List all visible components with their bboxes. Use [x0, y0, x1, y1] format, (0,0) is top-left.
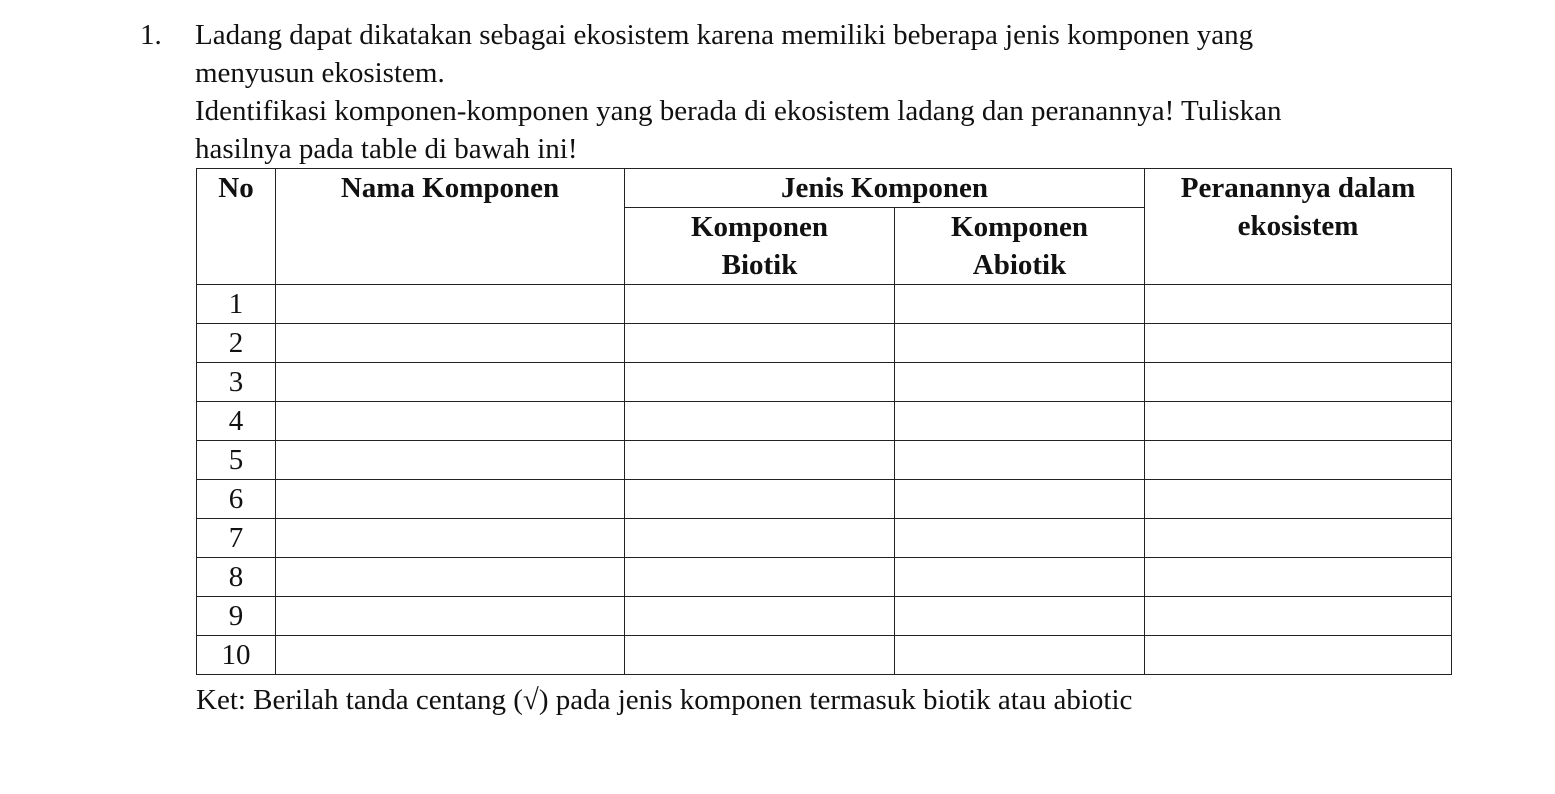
- cell-nama-komponen[interactable]: [276, 363, 625, 402]
- table-row: [197, 558, 1452, 597]
- cell-peranan[interactable]: [1145, 558, 1452, 597]
- cell-no: 2: [197, 324, 276, 363]
- header-abiotik-line2: Abiotik: [972, 249, 1067, 281]
- cell-peranan[interactable]: [1145, 519, 1452, 558]
- cell-biotik[interactable]: [625, 285, 895, 324]
- cell-nama-komponen[interactable]: [276, 285, 625, 324]
- cell-biotik[interactable]: [625, 519, 895, 558]
- cell-peranan[interactable]: [1145, 636, 1452, 675]
- cell-abiotik[interactable]: [895, 519, 1145, 558]
- cell-no: 5: [197, 441, 276, 480]
- cell-biotik[interactable]: [625, 324, 895, 363]
- cell-peranan[interactable]: [1145, 402, 1452, 441]
- answer-table: [196, 168, 1452, 675]
- cell-peranan[interactable]: [1145, 324, 1452, 363]
- cell-abiotik[interactable]: [895, 441, 1145, 480]
- cell-abiotik[interactable]: [895, 558, 1145, 597]
- table-row: [197, 636, 1452, 675]
- cell-abiotik[interactable]: [895, 480, 1145, 519]
- cell-no: 4: [197, 402, 276, 441]
- cell-peranan[interactable]: [1145, 363, 1452, 402]
- cell-biotik[interactable]: [625, 636, 895, 675]
- cell-no: 6: [197, 480, 276, 519]
- table-row: [197, 441, 1452, 480]
- header-jenis-komponen: Jenis Komponen: [625, 169, 1145, 208]
- table-row: [197, 519, 1452, 558]
- cell-peranan[interactable]: [1145, 285, 1452, 324]
- header-peranan-line1: Peranannya dalam: [1180, 172, 1416, 204]
- cell-abiotik[interactable]: [895, 402, 1145, 441]
- cell-no: 8: [197, 558, 276, 597]
- cell-biotik[interactable]: [625, 480, 895, 519]
- cell-nama-komponen[interactable]: [276, 402, 625, 441]
- question-line: Identifikasi komponen-komponen yang berada di ekosistem ladang dan peranannya! Tuliskan: [195, 95, 1282, 127]
- cell-no: 9: [197, 597, 276, 636]
- cell-peranan[interactable]: [1145, 597, 1452, 636]
- cell-nama-komponen[interactable]: [276, 636, 625, 675]
- table-row: [197, 597, 1452, 636]
- table-row: [197, 324, 1452, 363]
- table-row: [197, 285, 1452, 324]
- cell-abiotik[interactable]: [895, 597, 1145, 636]
- cell-nama-komponen[interactable]: [276, 597, 625, 636]
- cell-abiotik[interactable]: [895, 324, 1145, 363]
- cell-nama-komponen[interactable]: [276, 558, 625, 597]
- header-no: No: [197, 169, 276, 285]
- table-row: [197, 402, 1452, 441]
- cell-biotik[interactable]: [625, 597, 895, 636]
- header-peranan-line2: ekosistem: [1237, 210, 1359, 242]
- cell-peranan[interactable]: [1145, 480, 1452, 519]
- question-line: hasilnya pada table di bawah ini!: [195, 133, 578, 165]
- header-biotik-line1: Komponen: [691, 211, 828, 243]
- header-komponen-biotik: [625, 208, 895, 285]
- table-row: [197, 363, 1452, 402]
- question-text: [195, 16, 1495, 168]
- cell-nama-komponen[interactable]: [276, 519, 625, 558]
- table-row: [197, 480, 1452, 519]
- note-text: Ket: Berilah tanda centang (√) pada jenis komponen termasuk biotik atau abiotic: [196, 684, 1133, 716]
- cell-nama-komponen[interactable]: [276, 324, 625, 363]
- cell-biotik[interactable]: [625, 363, 895, 402]
- cell-abiotik[interactable]: [895, 636, 1145, 675]
- header-peranan: [1145, 169, 1452, 285]
- cell-abiotik[interactable]: [895, 363, 1145, 402]
- cell-no: 7: [197, 519, 276, 558]
- question-line: Ladang dapat dikatakan sebagai ekosistem karena memiliki beberapa jenis komponen yang: [195, 19, 1254, 51]
- question-number: 1.: [140, 19, 162, 51]
- cell-nama-komponen[interactable]: [276, 480, 625, 519]
- header-komponen-abiotik: [895, 208, 1145, 285]
- header-abiotik-line1: Komponen: [951, 211, 1088, 243]
- cell-peranan[interactable]: [1145, 441, 1452, 480]
- cell-biotik[interactable]: [625, 402, 895, 441]
- cell-no: 1: [197, 285, 276, 324]
- header-biotik-line2: Biotik: [721, 249, 798, 281]
- cell-biotik[interactable]: [625, 558, 895, 597]
- question-line: menyusun ekosistem.: [195, 57, 445, 89]
- cell-nama-komponen[interactable]: [276, 441, 625, 480]
- header-nama-komponen: Nama Komponen: [276, 169, 625, 285]
- cell-no: 10: [197, 636, 276, 675]
- cell-biotik[interactable]: [625, 441, 895, 480]
- cell-abiotik[interactable]: [895, 285, 1145, 324]
- cell-no: 3: [197, 363, 276, 402]
